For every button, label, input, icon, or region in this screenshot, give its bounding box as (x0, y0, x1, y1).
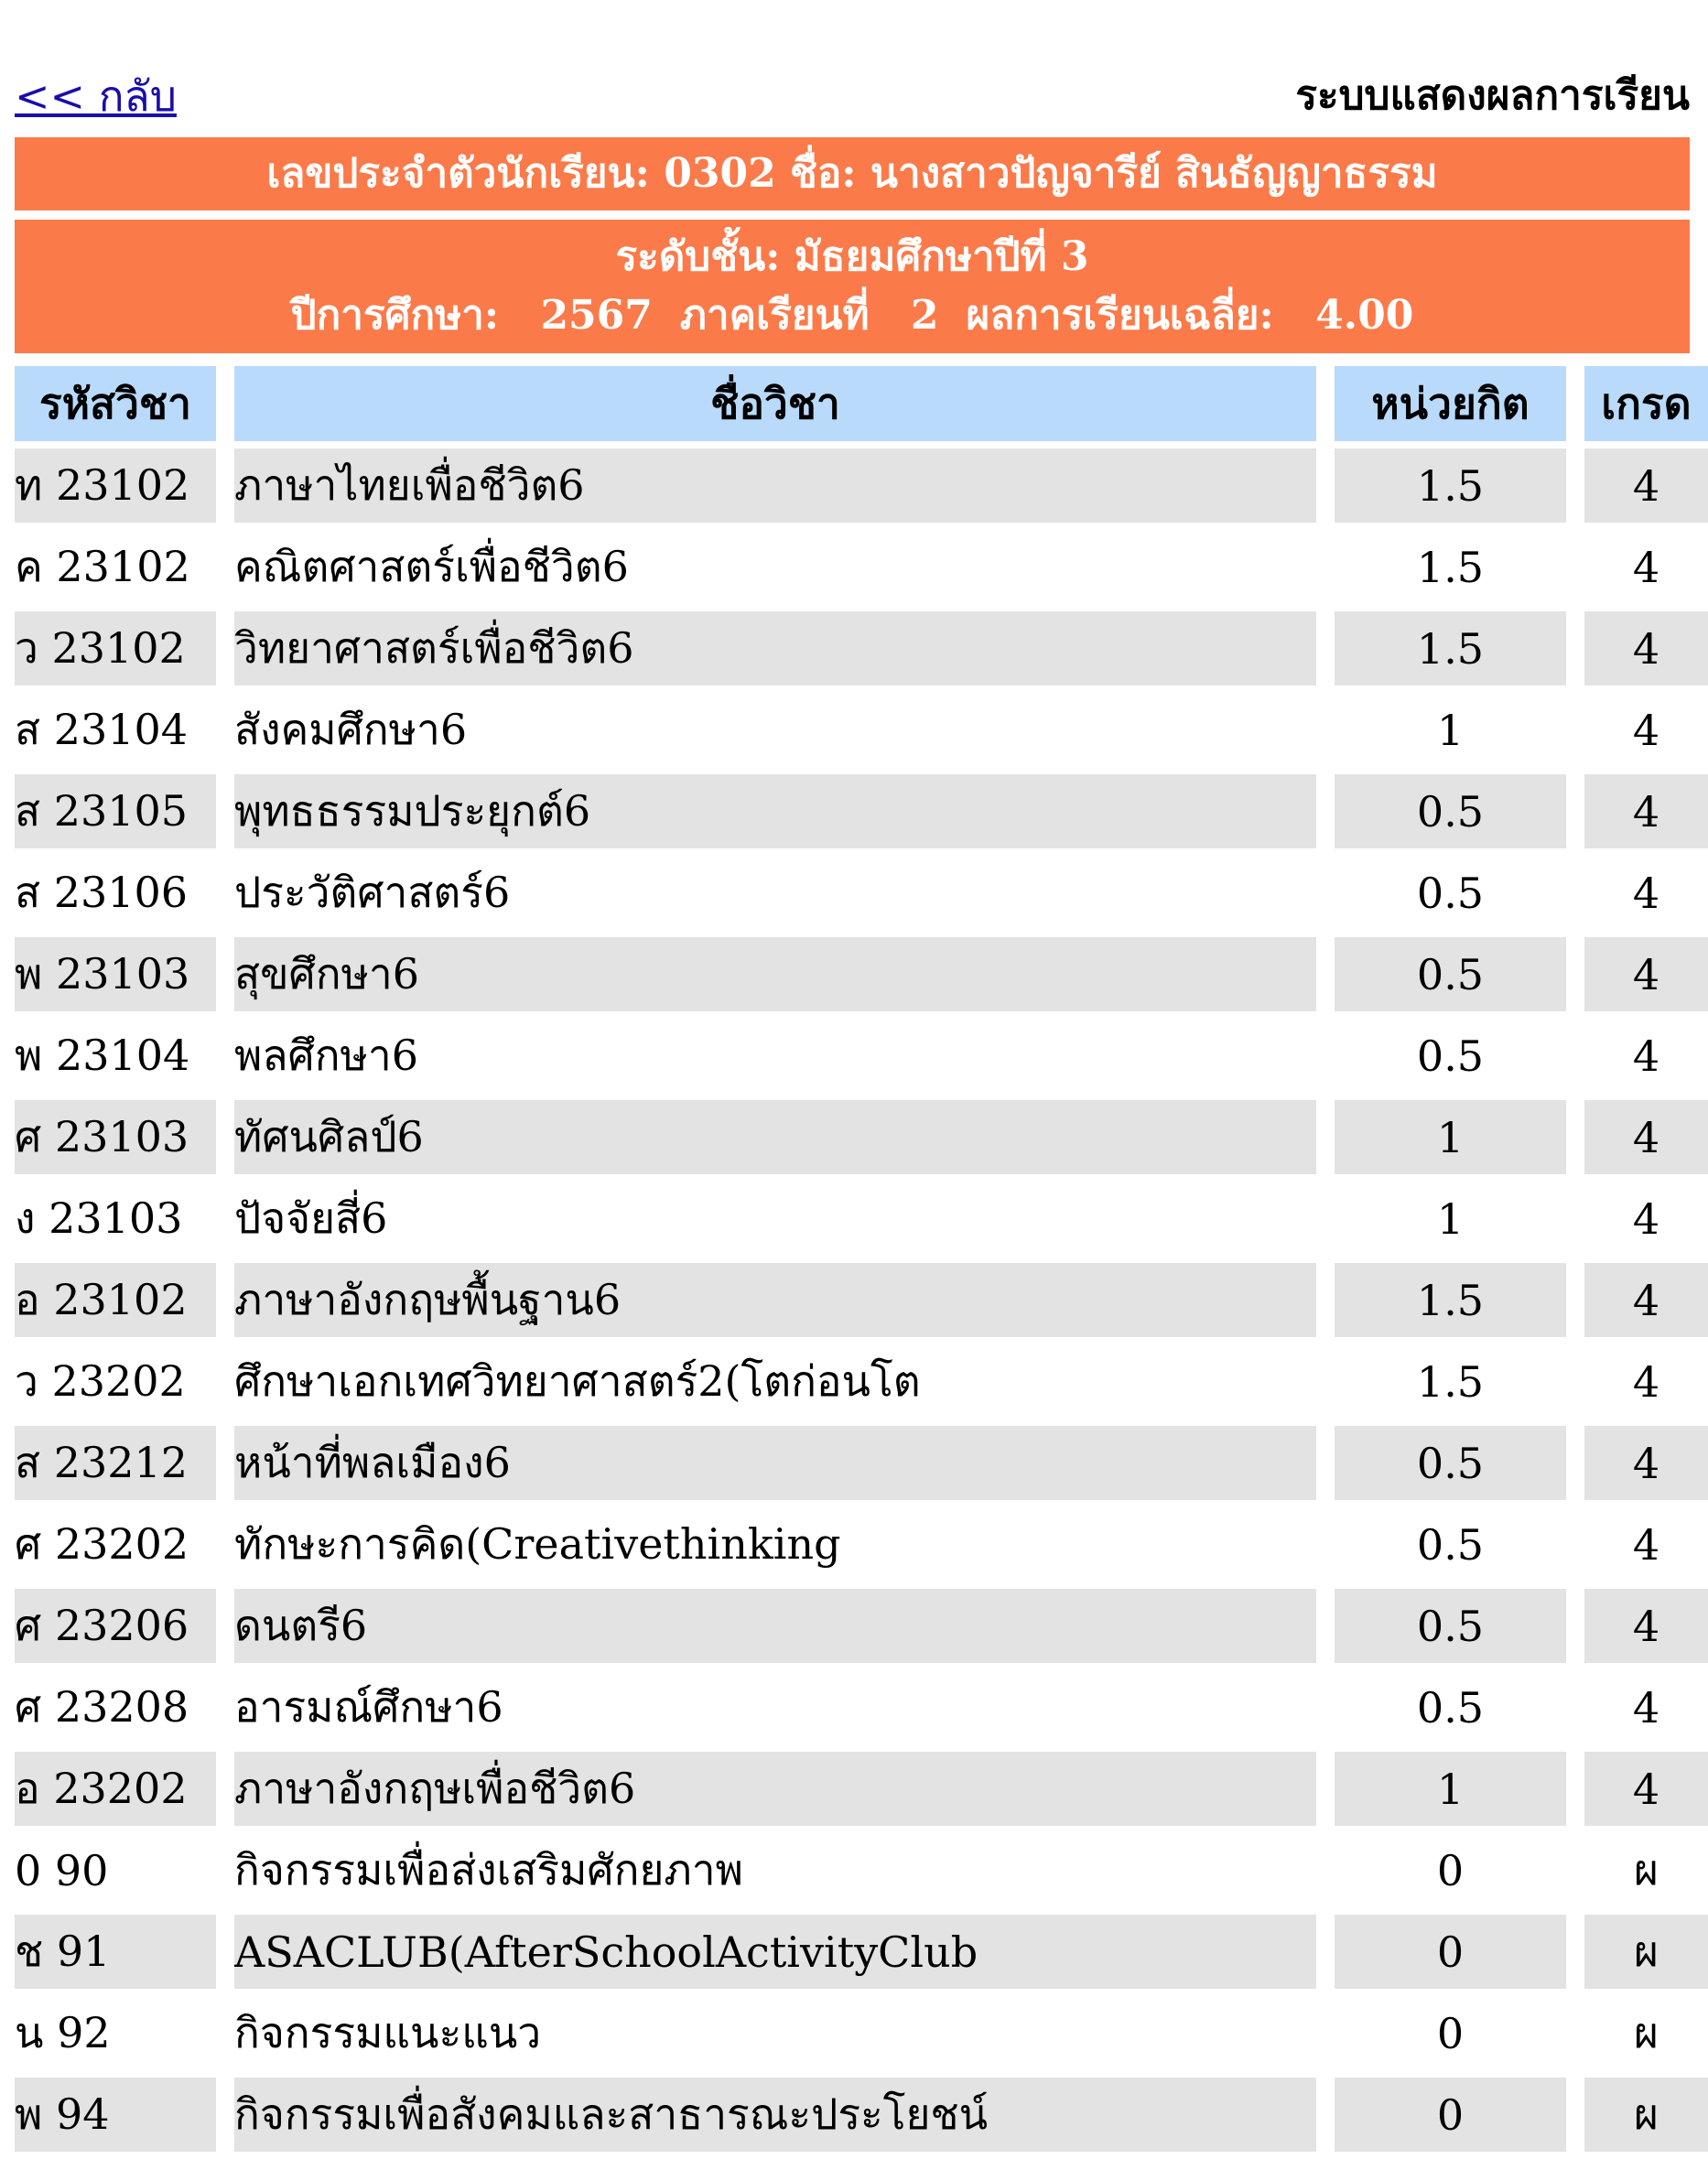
course-grade: ผ (1584, 1833, 1708, 1907)
term-group (680, 292, 939, 339)
course-grade: 4 (1584, 530, 1708, 604)
course-grade: ผ (1584, 1915, 1708, 1989)
course-grade: 4 (1584, 611, 1708, 685)
course-grade: 4 (1584, 1263, 1708, 1337)
course-code: ส 23212 (15, 1426, 216, 1500)
table-row (15, 1426, 1708, 1500)
course-name: กิจกรรมเพื่อสังคมและสาธารณะประโยชน์ (234, 2078, 1316, 2152)
course-credit: 1.5 (1335, 530, 1566, 604)
course-credit: 1.5 (1335, 1344, 1566, 1419)
year-group (291, 292, 653, 339)
level-line (615, 228, 1088, 286)
course-code: ศ 23103 (15, 1100, 216, 1174)
course-code: ค 23102 (15, 530, 216, 604)
course-code: พ 94 (15, 2078, 216, 2152)
term-line (291, 286, 1414, 345)
course-code: ศ 23206 (15, 1589, 216, 1663)
course-grade: 4 (1584, 1344, 1708, 1419)
course-name: กิจกรรมแนะแนว (234, 1996, 1316, 2070)
course-grade: 4 (1584, 1670, 1708, 1744)
course-name: ปัจจัยสี่6 (234, 1182, 1316, 1256)
table-row (15, 856, 1708, 930)
course-credit: 1 (1335, 693, 1566, 767)
table-row (15, 1752, 1708, 1826)
gpa-label: ผลการเรียนเฉลี่ย: (966, 292, 1274, 339)
course-code: ช 91 (15, 1915, 216, 1989)
table-row (15, 1589, 1708, 1663)
course-code: ท 23102 (15, 448, 216, 523)
back-link[interactable]: << กลับ (15, 71, 177, 121)
course-grade: ผ (1584, 1996, 1708, 2070)
course-credit: 0 (1335, 2078, 1566, 2152)
course-grade: 4 (1584, 856, 1708, 930)
column-header-credit: หน่วยกิต (1335, 366, 1566, 441)
course-name: คณิตศาสตร์เพื่อชีวิต6 (234, 530, 1316, 604)
table-row (15, 937, 1708, 1011)
course-code: ว 23102 (15, 611, 216, 685)
student-id-banner (15, 137, 1690, 211)
course-credit: 0.5 (1335, 1670, 1566, 1744)
course-credit: 0.5 (1335, 1589, 1566, 1663)
course-credit: 0.5 (1335, 1426, 1566, 1500)
column-header-grade: เกรด (1584, 366, 1708, 441)
course-credit: 1.5 (1335, 448, 1566, 523)
course-name: ภาษาไทยเพื่อชีวิต6 (234, 448, 1316, 523)
course-credit: 1 (1335, 1752, 1566, 1826)
table-row (15, 774, 1708, 848)
course-code: ส 23106 (15, 856, 216, 930)
level-value: มัธยมศึกษาปีที่ 3 (794, 233, 1089, 280)
course-credit: 0.5 (1335, 1019, 1566, 1093)
table-row (15, 448, 1708, 523)
course-name: ศึกษาเอกเทศวิทยาศาสตร์2(โตก่อนโต (234, 1344, 1316, 1419)
table-row (15, 1344, 1708, 1419)
course-grade: 4 (1584, 693, 1708, 767)
year-label: ปีการศึกษา: (290, 292, 500, 339)
course-name: ASACLUB(AfterSchoolActivityClub (234, 1915, 1316, 1989)
course-name: ทักษะการคิด(Creativethinking (234, 1507, 1316, 1581)
table-body (15, 448, 1708, 2152)
term-value: 2 (910, 292, 939, 339)
table-row (15, 693, 1708, 767)
course-grade: 4 (1584, 1019, 1708, 1093)
student-level-banner (15, 220, 1690, 353)
course-code: ง 23103 (15, 1182, 216, 1256)
course-name: พลศึกษา6 (234, 1019, 1316, 1093)
course-name: อารมณ์ศึกษา6 (234, 1670, 1316, 1744)
course-credit: 0 (1335, 1833, 1566, 1907)
table-row (15, 530, 1708, 604)
level-label: ระดับชั้น: (615, 233, 781, 280)
course-code: ส 23105 (15, 774, 216, 848)
course-grade: ผ (1584, 2078, 1708, 2152)
student-name-value: นางสาวปัญจารีย์ สินธัญญาธรรม (870, 150, 1438, 197)
course-name: สุขศึกษา6 (234, 937, 1316, 1011)
course-grade: 4 (1584, 1589, 1708, 1663)
course-name: หน้าที่พลเมือง6 (234, 1426, 1316, 1500)
course-code: ศ 23208 (15, 1670, 216, 1744)
page-title: ระบบแสดงผลการเรียน (1295, 72, 1690, 119)
course-name: วิทยาศาสตร์เพื่อชีวิต6 (234, 611, 1316, 685)
course-name: กิจกรรมเพื่อส่งเสริมศักยภาพ (234, 1833, 1316, 1907)
course-code: พ 23103 (15, 937, 216, 1011)
course-credit: 1 (1335, 1182, 1566, 1256)
course-name: สังคมศึกษา6 (234, 693, 1316, 767)
course-grade: 4 (1584, 448, 1708, 523)
course-grade: 4 (1584, 1100, 1708, 1174)
course-grade: 4 (1584, 774, 1708, 848)
course-name: ดนตรี6 (234, 1589, 1316, 1663)
course-code: 0 90 (15, 1833, 216, 1907)
table-row (15, 1507, 1708, 1581)
table-row (15, 1670, 1708, 1744)
course-credit: 1 (1335, 1100, 1566, 1174)
student-id-label: เลขประจำตัวนักเรียน: (266, 150, 650, 197)
course-credit: 0.5 (1335, 774, 1566, 848)
table-row (15, 1915, 1708, 1989)
course-name: ภาษาอังกฤษพื้นฐาน6 (234, 1263, 1316, 1337)
course-credit: 1.5 (1335, 611, 1566, 685)
course-grade: 4 (1584, 1182, 1708, 1256)
table-row (15, 1019, 1708, 1093)
term-label: ภาคเรียนที่ (679, 292, 870, 339)
course-name: ทัศนศิลป์6 (234, 1100, 1316, 1174)
course-code: อ 23102 (15, 1263, 216, 1337)
table-row (15, 1100, 1708, 1174)
student-id-value: 0302 (664, 150, 776, 197)
course-code: ส 23104 (15, 693, 216, 767)
course-credit: 0 (1335, 1996, 1566, 2070)
table-header-row (15, 366, 1708, 441)
gpa-value: 4.00 (1315, 292, 1414, 339)
course-code: ศ 23202 (15, 1507, 216, 1581)
column-header-name: ชื่อวิชา (234, 366, 1316, 441)
grades-table (15, 359, 1708, 2159)
table-row (15, 2078, 1708, 2152)
course-grade: 4 (1584, 1507, 1708, 1581)
top-bar (15, 64, 1690, 128)
table-row (15, 1996, 1708, 2070)
table-row (15, 611, 1708, 685)
table-row (15, 1833, 1708, 1907)
course-credit: 1.5 (1335, 1263, 1566, 1337)
table-row (15, 1182, 1708, 1256)
course-credit: 0.5 (1335, 856, 1566, 930)
course-credit: 0 (1335, 1915, 1566, 1989)
course-code: น 92 (15, 1996, 216, 2070)
course-grade: 4 (1584, 937, 1708, 1011)
table-row (15, 1263, 1708, 1337)
course-credit: 0.5 (1335, 1507, 1566, 1581)
year-value: 2567 (540, 292, 653, 339)
student-name-label: ชื่อ: (790, 150, 857, 197)
course-name: ประวัติศาสตร์6 (234, 856, 1316, 930)
gpa-group (967, 292, 1414, 339)
course-grade: 4 (1584, 1752, 1708, 1826)
course-code: ว 23202 (15, 1344, 216, 1419)
course-name: พุทธธรรมประยุกต์6 (234, 774, 1316, 848)
course-name: ภาษาอังกฤษเพื่อชีวิต6 (234, 1752, 1316, 1826)
column-header-code: รหัสวิชา (15, 366, 216, 441)
course-code: อ 23202 (15, 1752, 216, 1826)
course-code: พ 23104 (15, 1019, 216, 1093)
course-credit: 0.5 (1335, 937, 1566, 1011)
course-grade: 4 (1584, 1426, 1708, 1500)
